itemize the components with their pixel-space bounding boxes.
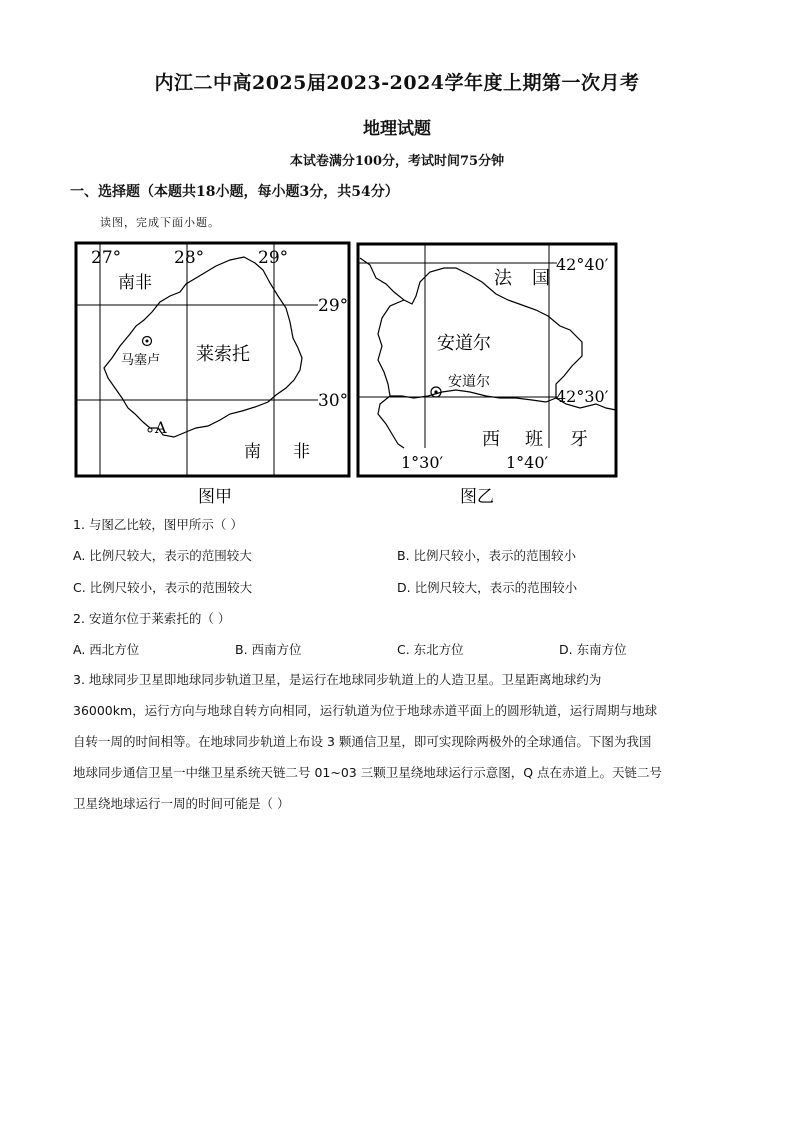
q1-option-a[interactable]: A. 比例尺较大，表示的范围较大 bbox=[73, 548, 252, 563]
lat-label-29: 29° bbox=[318, 296, 349, 316]
q3-line: 自转一周的时间相等。在地球同步轨道上布设 3 颗通信卫星，即可实现除两极外的全球通信。下图为我国 bbox=[73, 734, 652, 749]
section-intro: 读图，完成下面小题。 bbox=[100, 216, 220, 229]
map-yi bbox=[358, 244, 616, 476]
question-3-stem bbox=[73, 664, 723, 819]
city-andorra: 安道尔 bbox=[448, 374, 490, 390]
lon-label-29: 29° bbox=[258, 248, 289, 268]
lon-label-28: 28° bbox=[174, 248, 205, 268]
map-jia bbox=[76, 243, 349, 476]
q1-option-d[interactable]: D. 比例尺较大，表示的范围较小 bbox=[397, 580, 578, 595]
q1-option-c[interactable]: C. 比例尺较小，表示的范围较大 bbox=[73, 580, 253, 595]
q2-option-d[interactable]: D. 东南方位 bbox=[559, 642, 627, 657]
question-2-stem: 2. 安道尔位于莱索托的（ ） bbox=[73, 611, 231, 626]
region-andorra: 安道尔 bbox=[437, 333, 491, 354]
q3-line: 地球同步通信卫星一中继卫星系统天链二号 01~03 三颗卫星绕地球运行示意图，Q 点在赤道上。天链二号 bbox=[73, 765, 663, 780]
lon-label-140: 1°40′ bbox=[506, 453, 549, 472]
andorra-city-dot bbox=[434, 390, 437, 393]
caption-jia: 图甲 bbox=[198, 487, 232, 507]
caption-yi: 图乙 bbox=[460, 487, 494, 507]
q3-line: 卫星绕地球运行一周的时间可能是（ ） bbox=[73, 796, 290, 811]
region-lesotho: 莱索托 bbox=[196, 344, 250, 365]
exam-title: 内江二中高2025届2023-2024学年度上期第一次月考 bbox=[154, 72, 640, 94]
region-guo: 国 bbox=[532, 268, 550, 289]
region-south-africa: 南非 bbox=[118, 273, 152, 293]
subject-title: 地理试题 bbox=[363, 119, 431, 139]
region-ban: 班 bbox=[525, 429, 543, 450]
lat-label-4240: 42°40′ bbox=[556, 255, 609, 274]
q2-option-b[interactable]: B. 西南方位 bbox=[235, 642, 302, 657]
question-1-stem: 1. 与图乙比较，图甲所示（ ） bbox=[73, 517, 243, 532]
point-a-label: A bbox=[155, 418, 167, 437]
q2-option-c[interactable]: C. 东北方位 bbox=[397, 642, 464, 657]
region-xi: 西 bbox=[482, 429, 500, 450]
region-fa: 法 bbox=[494, 268, 512, 289]
region-africa: 非 bbox=[293, 442, 310, 462]
exam-info: 本试卷满分100分，考试时间75分钟 bbox=[289, 154, 505, 169]
lat-label-30: 30° bbox=[318, 391, 349, 411]
city-maseru: 马塞卢 bbox=[121, 353, 161, 368]
section-heading: 一、选择题（本题共18小题，每小题3分，共54分） bbox=[70, 184, 399, 200]
q1-option-b[interactable]: B. 比例尺较小，表示的范围较小 bbox=[397, 548, 577, 563]
region-south: 南 bbox=[244, 442, 261, 462]
q3-line: 3. 地球同步卫星即地球同步轨道卫星，是运行在地球同步轨道上的人造卫星。卫星距离地球约为 bbox=[73, 672, 602, 687]
lon-label-130: 1°30′ bbox=[401, 453, 444, 472]
lon-label-27: 27° bbox=[91, 248, 122, 268]
maseru-city-dot bbox=[146, 340, 149, 343]
lat-label-4230: 42°30′ bbox=[556, 387, 609, 406]
q2-option-a[interactable]: A. 西北方位 bbox=[73, 642, 140, 657]
region-ya: 牙 bbox=[570, 429, 588, 450]
map-figure bbox=[0, 0, 794, 510]
west-border bbox=[378, 300, 404, 396]
q3-line: 36000km，运行方向与地球自转方向相同，运行轨道为位于地球赤道平面上的圆形轨道，运行周期与地球 bbox=[73, 703, 658, 718]
